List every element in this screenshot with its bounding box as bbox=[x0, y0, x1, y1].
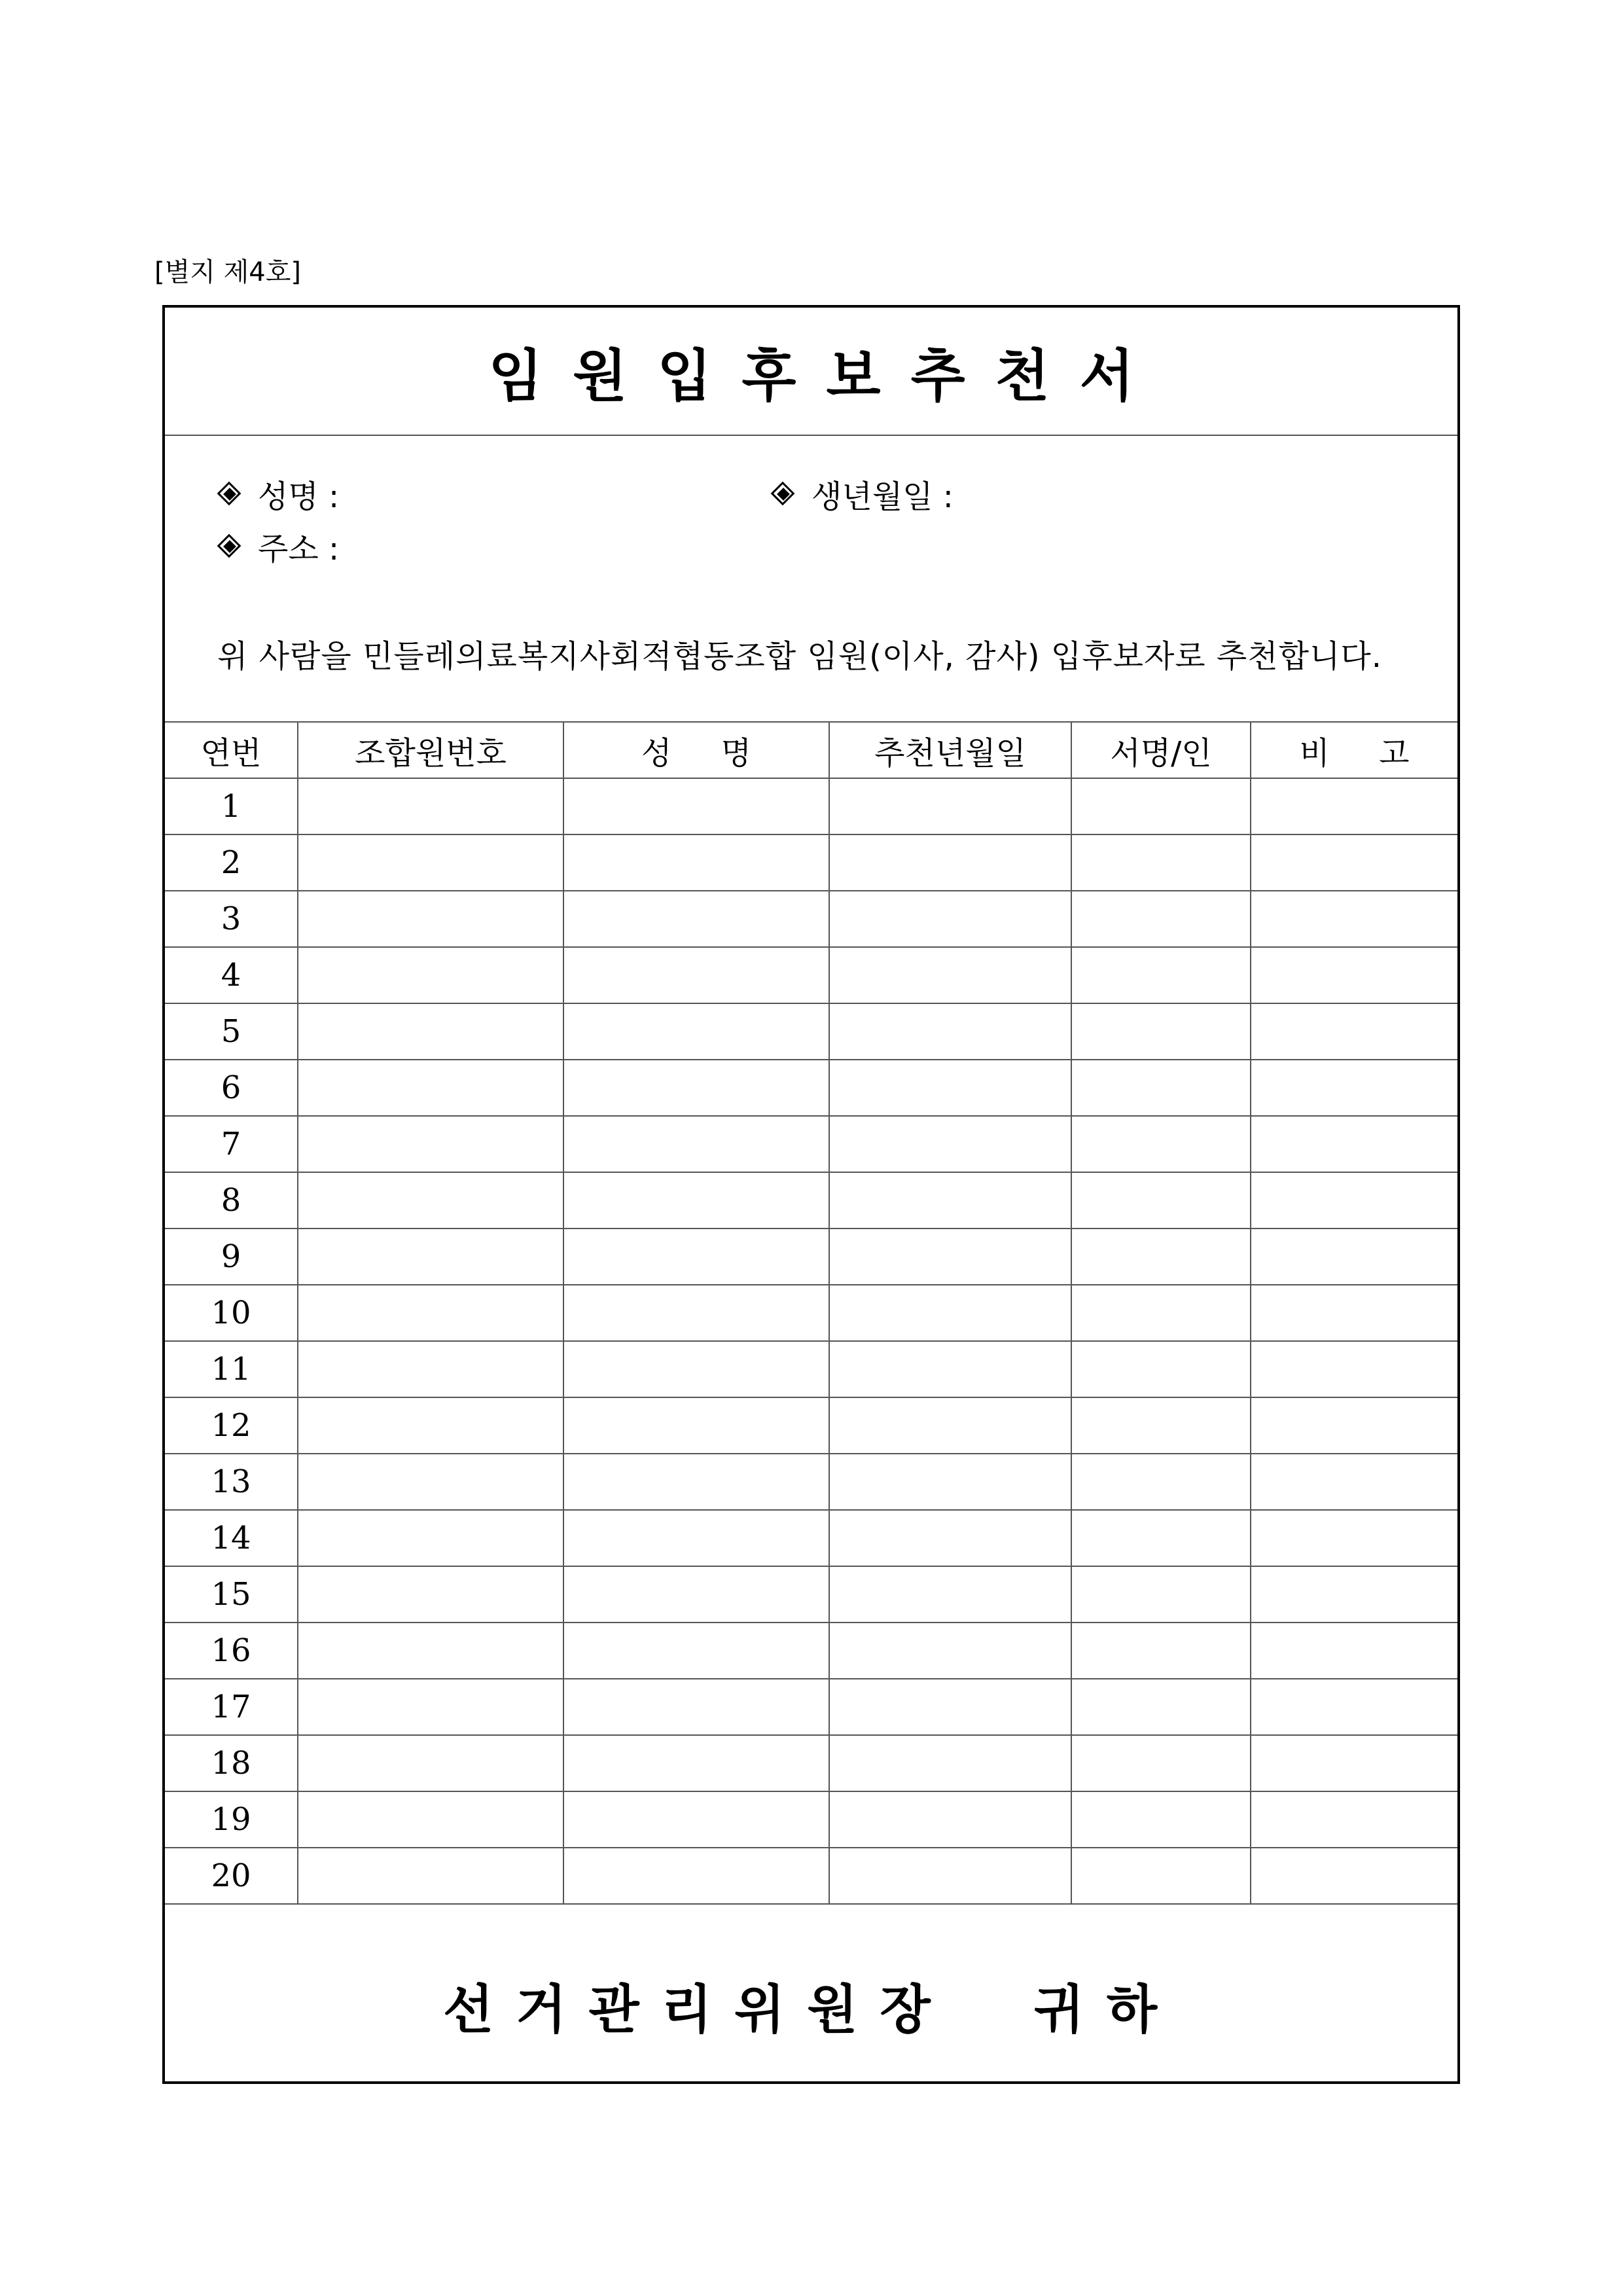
member-number-cell[interactable] bbox=[298, 1116, 563, 1172]
row-number: 9 bbox=[165, 1229, 298, 1285]
member-number-cell[interactable] bbox=[298, 891, 563, 947]
table-row bbox=[165, 1679, 1457, 1735]
row-number: 3 bbox=[165, 891, 298, 947]
row-number: 12 bbox=[165, 1397, 298, 1454]
remarks-cell[interactable] bbox=[1251, 834, 1457, 891]
header-member-number: 조합원번호 bbox=[298, 722, 563, 778]
recommend-date-cell[interactable] bbox=[829, 1003, 1071, 1060]
remarks-cell[interactable] bbox=[1251, 947, 1457, 1003]
header-remarks: 비 고 bbox=[1251, 722, 1457, 778]
address-field bbox=[217, 524, 339, 569]
row-number: 13 bbox=[165, 1454, 298, 1510]
remarks-cell[interactable] bbox=[1251, 1454, 1457, 1510]
name-cell[interactable] bbox=[563, 891, 829, 947]
table-row bbox=[165, 1229, 1457, 1285]
header-signature: 서명/인 bbox=[1071, 722, 1251, 778]
recommend-date-cell[interactable] bbox=[829, 891, 1071, 947]
row-number: 11 bbox=[165, 1341, 298, 1397]
member-number-cell[interactable] bbox=[298, 947, 563, 1003]
table-row bbox=[165, 1285, 1457, 1341]
row-number: 10 bbox=[165, 1285, 298, 1341]
recommend-date-cell[interactable] bbox=[829, 1454, 1071, 1510]
remarks-cell[interactable] bbox=[1251, 1003, 1457, 1060]
name-cell[interactable] bbox=[563, 1229, 829, 1285]
remarks-cell[interactable] bbox=[1251, 1285, 1457, 1341]
name-cell[interactable] bbox=[563, 1454, 829, 1510]
row-number: 2 bbox=[165, 834, 298, 891]
name-cell[interactable] bbox=[563, 1116, 829, 1172]
diamond-bullet-icon bbox=[771, 482, 796, 507]
table-row bbox=[165, 891, 1457, 947]
name-cell[interactable] bbox=[563, 947, 829, 1003]
recommend-date-cell[interactable] bbox=[829, 1229, 1071, 1285]
recommend-date-cell[interactable] bbox=[829, 1566, 1071, 1623]
recommend-date-cell[interactable] bbox=[829, 1510, 1071, 1566]
recommend-date-cell[interactable] bbox=[829, 947, 1071, 1003]
remarks-cell[interactable] bbox=[1251, 1848, 1457, 1904]
recommend-date-cell[interactable] bbox=[829, 1848, 1071, 1904]
signature-cell[interactable] bbox=[1071, 1003, 1251, 1060]
member-number-cell[interactable] bbox=[298, 1397, 563, 1454]
recommend-date-cell[interactable] bbox=[829, 1623, 1071, 1679]
signature-cell[interactable] bbox=[1071, 1397, 1251, 1454]
name-field bbox=[217, 471, 339, 516]
name-cell[interactable] bbox=[563, 1791, 829, 1848]
table-row bbox=[165, 1566, 1457, 1623]
recommend-date-cell[interactable] bbox=[829, 1679, 1071, 1735]
row-number: 20 bbox=[165, 1848, 298, 1904]
remarks-cell[interactable] bbox=[1251, 1060, 1457, 1116]
row-number: 8 bbox=[165, 1172, 298, 1229]
table-row bbox=[165, 834, 1457, 891]
remarks-cell[interactable] bbox=[1251, 1566, 1457, 1623]
recommend-date-cell[interactable] bbox=[829, 778, 1071, 834]
row-number: 6 bbox=[165, 1060, 298, 1116]
member-number-cell[interactable] bbox=[298, 1679, 563, 1735]
member-number-cell[interactable] bbox=[298, 834, 563, 891]
recommend-date-cell[interactable] bbox=[829, 1397, 1071, 1454]
name-cell[interactable] bbox=[563, 1341, 829, 1397]
name-cell[interactable] bbox=[563, 1172, 829, 1229]
remarks-cell[interactable] bbox=[1251, 1679, 1457, 1735]
signature-cell[interactable] bbox=[1071, 891, 1251, 947]
signature-cell[interactable] bbox=[1071, 1060, 1251, 1116]
name-cell[interactable] bbox=[563, 1566, 829, 1623]
name-cell[interactable] bbox=[563, 1848, 829, 1904]
row-number: 5 bbox=[165, 1003, 298, 1060]
recommend-date-cell[interactable] bbox=[829, 1285, 1071, 1341]
recommend-date-cell[interactable] bbox=[829, 834, 1071, 891]
member-number-cell[interactable] bbox=[298, 778, 563, 834]
table-row bbox=[165, 1848, 1457, 1904]
remarks-cell[interactable] bbox=[1251, 1623, 1457, 1679]
name-cell[interactable] bbox=[563, 1623, 829, 1679]
footer-row bbox=[165, 1928, 1457, 2081]
addressee: 선거관리위원장 귀하 bbox=[442, 1979, 1180, 2040]
remarks-cell[interactable] bbox=[1251, 778, 1457, 834]
form-title: 임원입후보추천서 bbox=[488, 344, 1164, 409]
row-number: 14 bbox=[165, 1510, 298, 1566]
table-row bbox=[165, 1397, 1457, 1454]
row-number: 15 bbox=[165, 1566, 298, 1623]
row-number: 18 bbox=[165, 1735, 298, 1791]
member-number-cell[interactable] bbox=[298, 1060, 563, 1116]
row-number: 16 bbox=[165, 1623, 298, 1679]
signature-cell[interactable] bbox=[1071, 947, 1251, 1003]
member-number-cell[interactable] bbox=[298, 1172, 563, 1229]
recommend-date-cell[interactable] bbox=[829, 1735, 1071, 1791]
member-number-cell[interactable] bbox=[298, 1510, 563, 1566]
remarks-cell[interactable] bbox=[1251, 1735, 1457, 1791]
remarks-cell[interactable] bbox=[1251, 1510, 1457, 1566]
member-number-cell[interactable] bbox=[298, 1623, 563, 1679]
table-row bbox=[165, 778, 1457, 834]
form-number-label: [별지 제4호] bbox=[154, 257, 301, 287]
recommend-date-cell[interactable] bbox=[829, 1791, 1071, 1848]
remarks-cell[interactable] bbox=[1251, 1341, 1457, 1397]
row-number: 7 bbox=[165, 1116, 298, 1172]
row-number: 4 bbox=[165, 947, 298, 1003]
remarks-cell[interactable] bbox=[1251, 1229, 1457, 1285]
table-row bbox=[165, 1172, 1457, 1229]
row-number: 1 bbox=[165, 778, 298, 834]
header-name: 성 명 bbox=[563, 722, 829, 778]
signature-cell[interactable] bbox=[1071, 1679, 1251, 1735]
recommendation-statement: 위 사람을 민들레의료복지사회적협동조합 임원(이사, 감사) 입후보자로 추천합니다. bbox=[217, 638, 1383, 675]
signature-cell[interactable] bbox=[1071, 1454, 1251, 1510]
member-number-cell[interactable] bbox=[298, 1003, 563, 1060]
title-row bbox=[165, 308, 1457, 436]
remarks-cell[interactable] bbox=[1251, 1116, 1457, 1172]
remarks-cell[interactable] bbox=[1251, 1397, 1457, 1454]
signature-cell[interactable] bbox=[1071, 1172, 1251, 1229]
table-row bbox=[165, 1510, 1457, 1566]
signature-cell[interactable] bbox=[1071, 1735, 1251, 1791]
table-row bbox=[165, 1116, 1457, 1172]
signature-cell[interactable] bbox=[1071, 834, 1251, 891]
name-cell[interactable] bbox=[563, 1510, 829, 1566]
recommend-date-cell[interactable] bbox=[829, 1060, 1071, 1116]
name-cell[interactable] bbox=[563, 1397, 829, 1454]
table-row bbox=[165, 1623, 1457, 1679]
member-number-cell[interactable] bbox=[298, 1848, 563, 1904]
row-number: 19 bbox=[165, 1791, 298, 1848]
table-row bbox=[165, 1060, 1457, 1116]
member-number-cell[interactable] bbox=[298, 1566, 563, 1623]
candidate-info bbox=[165, 435, 1457, 721]
table-row bbox=[165, 1003, 1457, 1060]
row-number: 17 bbox=[165, 1679, 298, 1735]
name-label: 성명 : bbox=[258, 478, 340, 515]
header-serial: 연번 bbox=[165, 722, 298, 778]
recommend-date-cell[interactable] bbox=[829, 1172, 1071, 1229]
member-number-cell[interactable] bbox=[298, 1735, 563, 1791]
name-cell[interactable] bbox=[563, 1003, 829, 1060]
table-row bbox=[165, 1735, 1457, 1791]
signature-cell[interactable] bbox=[1071, 1341, 1251, 1397]
table-row bbox=[165, 1341, 1457, 1397]
birthdate-field bbox=[771, 471, 954, 516]
recommender-table bbox=[165, 721, 1457, 1905]
name-cell[interactable] bbox=[563, 1679, 829, 1735]
name-cell[interactable] bbox=[563, 834, 829, 891]
signature-cell[interactable] bbox=[1071, 1791, 1251, 1848]
table-row bbox=[165, 1791, 1457, 1848]
signature-cell[interactable] bbox=[1071, 1229, 1251, 1285]
member-number-cell[interactable] bbox=[298, 1229, 563, 1285]
member-number-cell[interactable] bbox=[298, 1341, 563, 1397]
table-header-row bbox=[165, 722, 1457, 778]
recommend-date-cell[interactable] bbox=[829, 1341, 1071, 1397]
address-label: 주소 : bbox=[258, 531, 340, 567]
member-number-cell[interactable] bbox=[298, 1454, 563, 1510]
name-cell[interactable] bbox=[563, 778, 829, 834]
member-number-cell[interactable] bbox=[298, 1791, 563, 1848]
recommendation-form bbox=[162, 305, 1460, 2084]
signature-cell[interactable] bbox=[1071, 1116, 1251, 1172]
table-body bbox=[165, 778, 1457, 1904]
signature-cell[interactable] bbox=[1071, 1623, 1251, 1679]
recommend-date-cell[interactable] bbox=[829, 1116, 1071, 1172]
remarks-cell[interactable] bbox=[1251, 1172, 1457, 1229]
signature-cell[interactable] bbox=[1071, 1285, 1251, 1341]
header-recommend-date: 추천년월일 bbox=[829, 722, 1071, 778]
name-cell[interactable] bbox=[563, 1285, 829, 1341]
name-cell[interactable] bbox=[563, 1060, 829, 1116]
name-cell[interactable] bbox=[563, 1735, 829, 1791]
remarks-cell[interactable] bbox=[1251, 1791, 1457, 1848]
table-row bbox=[165, 947, 1457, 1003]
table-row bbox=[165, 1454, 1457, 1510]
birthdate-label: 생년월일 : bbox=[812, 478, 954, 515]
diamond-bullet-icon bbox=[217, 534, 242, 559]
signature-cell[interactable] bbox=[1071, 1566, 1251, 1623]
signature-cell[interactable] bbox=[1071, 778, 1251, 834]
remarks-cell[interactable] bbox=[1251, 891, 1457, 947]
member-number-cell[interactable] bbox=[298, 1285, 563, 1341]
signature-cell[interactable] bbox=[1071, 1848, 1251, 1904]
diamond-bullet-icon bbox=[217, 482, 242, 507]
signature-cell[interactable] bbox=[1071, 1510, 1251, 1566]
